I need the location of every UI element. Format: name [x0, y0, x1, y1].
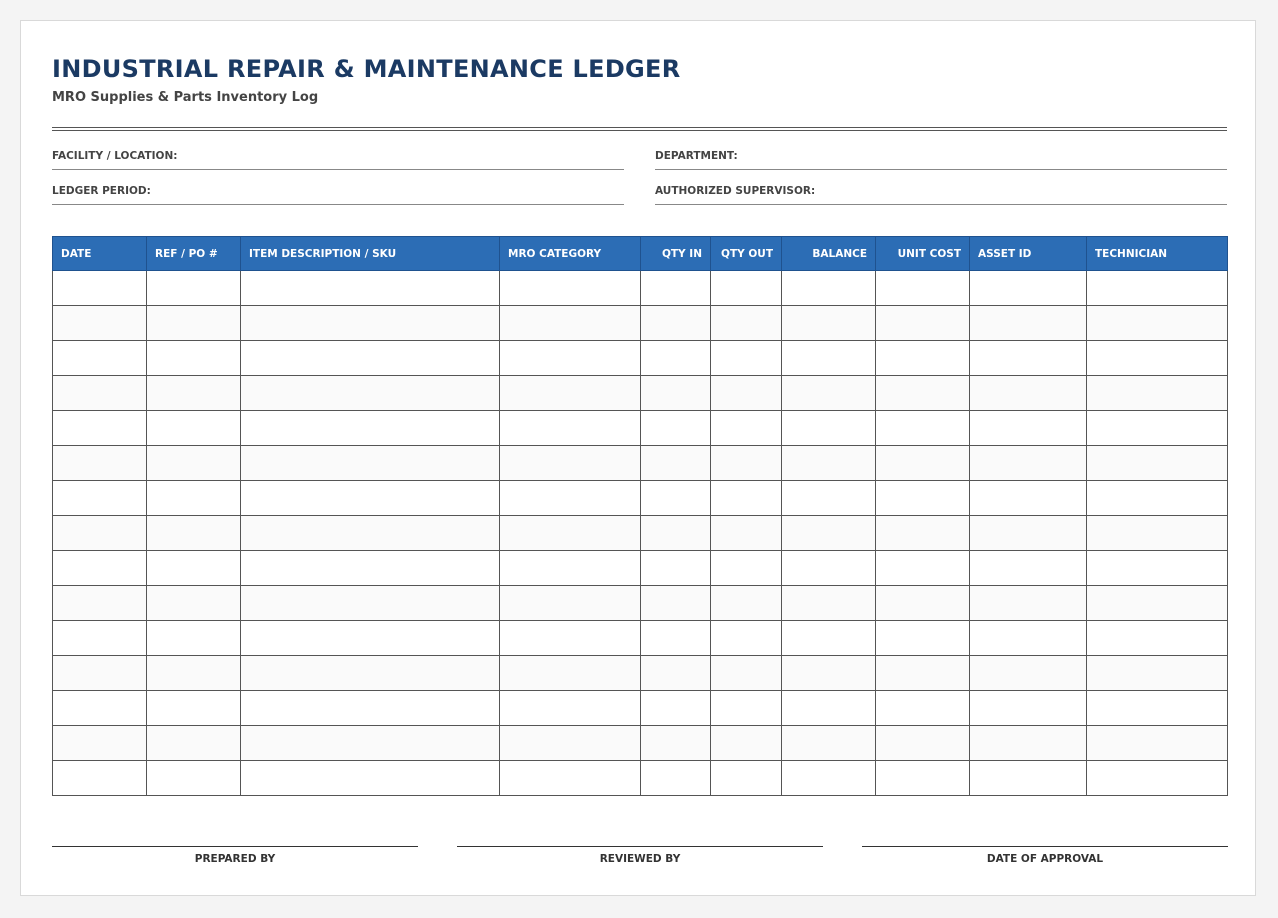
- table-cell[interactable]: [782, 341, 876, 376]
- ledger-sheet: [20, 20, 1256, 896]
- table-cell[interactable]: [876, 271, 970, 306]
- table-cell[interactable]: [53, 306, 147, 341]
- table-row: [53, 586, 1228, 621]
- column-header-qty-in: QTY IN: [641, 237, 711, 271]
- table-cell[interactable]: [241, 341, 500, 376]
- table-cell[interactable]: [147, 551, 241, 586]
- table-cell[interactable]: [241, 691, 500, 726]
- table-cell[interactable]: [500, 551, 641, 586]
- table-cell[interactable]: [1087, 271, 1228, 306]
- column-header-asset-id: ASSET ID: [970, 237, 1087, 271]
- table-cell[interactable]: [711, 691, 782, 726]
- supervisor-label: AUTHORIZED SUPERVISOR:: [655, 185, 816, 197]
- table-cell[interactable]: [241, 726, 500, 761]
- table-cell[interactable]: [876, 411, 970, 446]
- table-cell[interactable]: [876, 691, 970, 726]
- facility-field[interactable]: [52, 148, 624, 170]
- table-cell[interactable]: [147, 341, 241, 376]
- table-cell[interactable]: [53, 761, 147, 796]
- table-cell[interactable]: [970, 271, 1087, 306]
- table-cell[interactable]: [711, 446, 782, 481]
- table-cell[interactable]: [970, 726, 1087, 761]
- table-cell[interactable]: [241, 761, 500, 796]
- table-cell[interactable]: [876, 726, 970, 761]
- table-cell[interactable]: [641, 516, 711, 551]
- table-cell[interactable]: [241, 586, 500, 621]
- table-cell[interactable]: [711, 726, 782, 761]
- table-cell[interactable]: [241, 306, 500, 341]
- table-cell[interactable]: [53, 376, 147, 411]
- table-cell[interactable]: [970, 516, 1087, 551]
- table-cell[interactable]: [147, 656, 241, 691]
- table-cell[interactable]: [876, 446, 970, 481]
- table-cell[interactable]: [147, 481, 241, 516]
- table-cell[interactable]: [970, 481, 1087, 516]
- table-cell[interactable]: [782, 726, 876, 761]
- table-cell[interactable]: [970, 691, 1087, 726]
- ledger-table-body: [53, 271, 1228, 796]
- table-header-row: [53, 237, 1228, 271]
- table-cell[interactable]: [147, 691, 241, 726]
- table-cell[interactable]: [147, 621, 241, 656]
- table-cell[interactable]: [1087, 446, 1228, 481]
- table-row: [53, 271, 1228, 306]
- table-cell[interactable]: [970, 761, 1087, 796]
- table-cell[interactable]: [876, 551, 970, 586]
- table-row: [53, 726, 1228, 761]
- table-cell[interactable]: [782, 306, 876, 341]
- table-cell[interactable]: [876, 656, 970, 691]
- table-cell[interactable]: [876, 761, 970, 796]
- table-cell[interactable]: [53, 446, 147, 481]
- facility-label: FACILITY / LOCATION:: [52, 150, 178, 162]
- table-cell[interactable]: [500, 691, 641, 726]
- approval-date-signature-line[interactable]: [862, 846, 1228, 865]
- table-cell[interactable]: [782, 446, 876, 481]
- prepared-by-signature-line[interactable]: [52, 846, 418, 865]
- table-cell[interactable]: [641, 376, 711, 411]
- table-cell[interactable]: [711, 656, 782, 691]
- table-cell[interactable]: [711, 411, 782, 446]
- ledger-period-field[interactable]: [52, 183, 624, 205]
- table-cell[interactable]: [241, 516, 500, 551]
- table-cell[interactable]: [711, 481, 782, 516]
- table-cell[interactable]: [711, 621, 782, 656]
- table-cell[interactable]: [500, 761, 641, 796]
- table-cell[interactable]: [711, 341, 782, 376]
- table-cell[interactable]: [876, 376, 970, 411]
- table-cell[interactable]: [500, 341, 641, 376]
- column-header-date: DATE: [53, 237, 147, 271]
- table-cell[interactable]: [711, 551, 782, 586]
- table-cell[interactable]: [500, 481, 641, 516]
- table-cell[interactable]: [500, 446, 641, 481]
- column-header-ref-po: REF / PO #: [147, 237, 241, 271]
- table-cell[interactable]: [970, 621, 1087, 656]
- table-cell[interactable]: [500, 621, 641, 656]
- table-cell[interactable]: [782, 586, 876, 621]
- table-cell[interactable]: [876, 516, 970, 551]
- table-cell[interactable]: [500, 586, 641, 621]
- table-cell[interactable]: [147, 411, 241, 446]
- column-header-balance: BALANCE: [782, 237, 876, 271]
- prepared-by-label: PREPARED BY: [194, 853, 276, 865]
- table-cell[interactable]: [1087, 621, 1228, 656]
- column-header-mro-category: MRO CATEGORY: [500, 237, 641, 271]
- table-cell[interactable]: [1087, 481, 1228, 516]
- table-cell[interactable]: [53, 656, 147, 691]
- table-cell[interactable]: [241, 656, 500, 691]
- table-cell[interactable]: [970, 446, 1087, 481]
- table-cell[interactable]: [970, 411, 1087, 446]
- table-cell[interactable]: [1087, 551, 1228, 586]
- reviewed-by-signature-line[interactable]: [457, 846, 823, 865]
- page-title: INDUSTRIAL REPAIR & MAINTENANCE LEDGER: [52, 55, 681, 83]
- table-cell[interactable]: [1087, 691, 1228, 726]
- table-cell[interactable]: [1087, 586, 1228, 621]
- table-cell[interactable]: [241, 446, 500, 481]
- table-cell[interactable]: [53, 621, 147, 656]
- table-cell[interactable]: [147, 726, 241, 761]
- table-cell[interactable]: [500, 516, 641, 551]
- table-cell[interactable]: [641, 411, 711, 446]
- table-row: [53, 446, 1228, 481]
- table-cell[interactable]: [241, 621, 500, 656]
- column-header-technician: TECHNICIAN: [1087, 237, 1228, 271]
- department-field[interactable]: [655, 148, 1227, 170]
- table-row: [53, 656, 1228, 691]
- table-cell[interactable]: [641, 551, 711, 586]
- table-cell[interactable]: [241, 411, 500, 446]
- table-cell[interactable]: [53, 726, 147, 761]
- table-cell[interactable]: [711, 271, 782, 306]
- table-cell[interactable]: [782, 271, 876, 306]
- table-cell[interactable]: [1087, 656, 1228, 691]
- supervisor-field[interactable]: [655, 183, 1227, 205]
- table-row: [53, 306, 1228, 341]
- table-cell[interactable]: [782, 656, 876, 691]
- table-cell[interactable]: [641, 621, 711, 656]
- header-divider: [52, 127, 1227, 131]
- ledger-period-label: LEDGER PERIOD:: [52, 185, 151, 197]
- table-cell[interactable]: [876, 586, 970, 621]
- table-cell[interactable]: [970, 306, 1087, 341]
- table-cell[interactable]: [53, 516, 147, 551]
- table-row: [53, 376, 1228, 411]
- table-cell[interactable]: [970, 551, 1087, 586]
- table-cell[interactable]: [53, 411, 147, 446]
- table-row: [53, 341, 1228, 376]
- table-row: [53, 551, 1228, 586]
- reviewed-by-label: REVIEWED BY: [599, 853, 681, 865]
- table-cell[interactable]: [1087, 411, 1228, 446]
- table-cell[interactable]: [970, 656, 1087, 691]
- table-cell[interactable]: [641, 761, 711, 796]
- table-cell[interactable]: [500, 726, 641, 761]
- table-cell[interactable]: [711, 761, 782, 796]
- table-cell[interactable]: [782, 376, 876, 411]
- table-cell[interactable]: [241, 376, 500, 411]
- department-label: DEPARTMENT:: [655, 150, 738, 162]
- table-cell[interactable]: [1087, 376, 1228, 411]
- table-cell[interactable]: [876, 481, 970, 516]
- table-cell[interactable]: [970, 376, 1087, 411]
- table-cell[interactable]: [500, 271, 641, 306]
- table-row: [53, 691, 1228, 726]
- table-cell[interactable]: [500, 411, 641, 446]
- table-row: [53, 621, 1228, 656]
- table-cell[interactable]: [782, 411, 876, 446]
- table-cell[interactable]: [53, 691, 147, 726]
- table-cell[interactable]: [241, 481, 500, 516]
- table-cell[interactable]: [641, 726, 711, 761]
- table-row: [53, 761, 1228, 796]
- table-cell[interactable]: [500, 656, 641, 691]
- table-cell[interactable]: [641, 656, 711, 691]
- table-cell[interactable]: [782, 551, 876, 586]
- table-cell[interactable]: [147, 376, 241, 411]
- table-cell[interactable]: [782, 621, 876, 656]
- table-cell[interactable]: [1087, 341, 1228, 376]
- table-cell[interactable]: [641, 271, 711, 306]
- table-cell[interactable]: [241, 271, 500, 306]
- table-cell[interactable]: [641, 446, 711, 481]
- table-cell[interactable]: [782, 761, 876, 796]
- table-cell[interactable]: [641, 586, 711, 621]
- table-cell[interactable]: [782, 691, 876, 726]
- table-cell[interactable]: [147, 586, 241, 621]
- table-cell[interactable]: [241, 551, 500, 586]
- table-cell[interactable]: [1087, 306, 1228, 341]
- column-header-qty-out: QTY OUT: [711, 237, 782, 271]
- table-cell[interactable]: [53, 271, 147, 306]
- ledger-table: [52, 236, 1228, 796]
- table-cell[interactable]: [711, 516, 782, 551]
- approval-date-label: DATE OF APPROVAL: [986, 853, 1104, 865]
- table-cell[interactable]: [782, 481, 876, 516]
- table-cell[interactable]: [147, 516, 241, 551]
- table-cell[interactable]: [1087, 726, 1228, 761]
- table-cell[interactable]: [500, 306, 641, 341]
- table-cell[interactable]: [876, 621, 970, 656]
- table-row: [53, 481, 1228, 516]
- table-cell[interactable]: [711, 586, 782, 621]
- table-cell[interactable]: [1087, 516, 1228, 551]
- table-cell[interactable]: [53, 586, 147, 621]
- table-cell[interactable]: [1087, 761, 1228, 796]
- table-cell[interactable]: [53, 481, 147, 516]
- table-cell[interactable]: [711, 376, 782, 411]
- column-header-unit-cost: UNIT COST: [876, 237, 970, 271]
- table-cell[interactable]: [711, 306, 782, 341]
- table-cell[interactable]: [876, 306, 970, 341]
- table-cell[interactable]: [641, 341, 711, 376]
- table-cell[interactable]: [500, 376, 641, 411]
- table-cell[interactable]: [147, 761, 241, 796]
- table-row: [53, 516, 1228, 551]
- table-cell[interactable]: [147, 306, 241, 341]
- table-row: [53, 411, 1228, 446]
- page-subtitle: MRO Supplies & Parts Inventory Log: [52, 90, 319, 105]
- table-cell[interactable]: [641, 306, 711, 341]
- table-cell[interactable]: [147, 271, 241, 306]
- table-cell[interactable]: [876, 341, 970, 376]
- table-cell[interactable]: [970, 341, 1087, 376]
- table-cell[interactable]: [970, 586, 1087, 621]
- table-cell[interactable]: [53, 551, 147, 586]
- table-cell[interactable]: [147, 446, 241, 481]
- column-header-item-description: ITEM DESCRIPTION / SKU: [241, 237, 500, 271]
- table-cell[interactable]: [641, 691, 711, 726]
- table-cell[interactable]: [782, 516, 876, 551]
- table-cell[interactable]: [641, 481, 711, 516]
- table-cell[interactable]: [53, 341, 147, 376]
